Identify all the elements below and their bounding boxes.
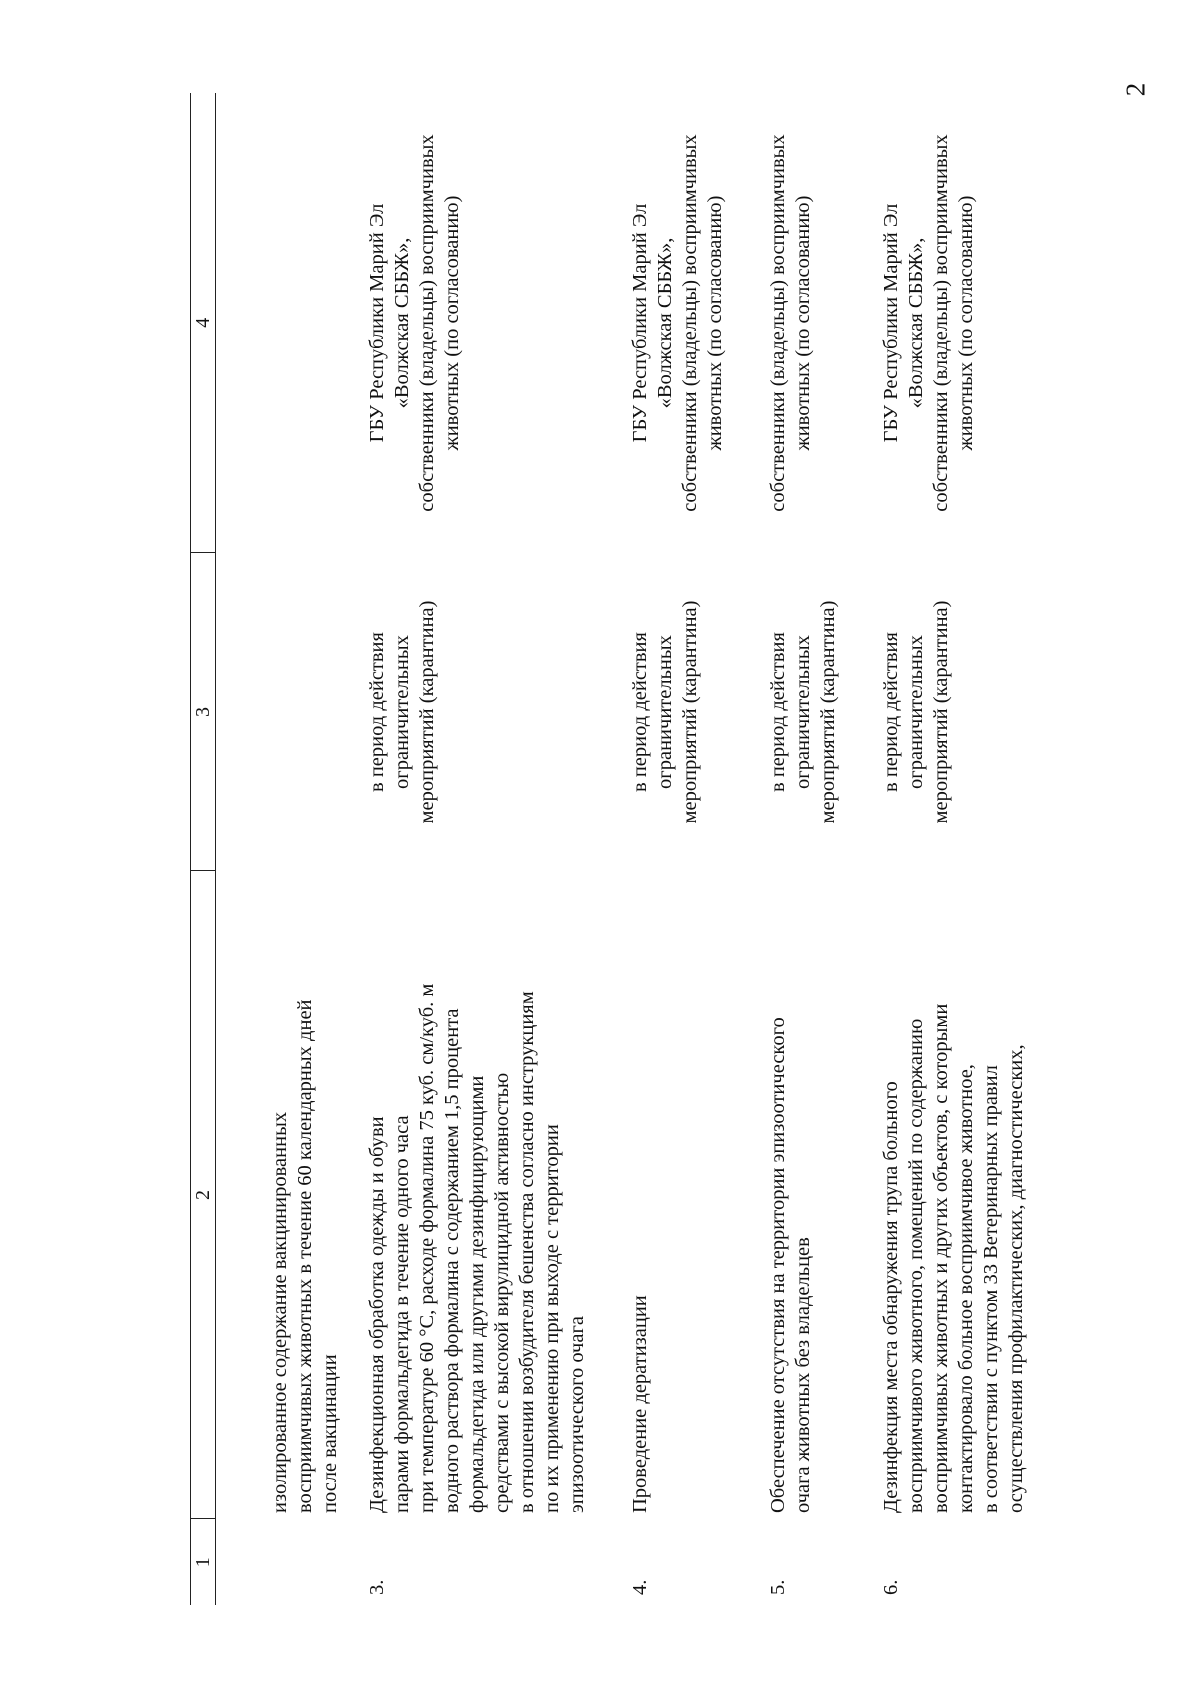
cell-text-line: после вакцинации bbox=[319, 1354, 342, 1513]
cell-text-line: по их применению при выходе с территории bbox=[541, 1124, 564, 1513]
responsible-cell bbox=[618, 93, 756, 553]
cell-text-line: животных (по согласованию) bbox=[704, 195, 727, 451]
cell-text-line: в соответствии с пунктом 33 Ветеринарных правил bbox=[980, 1065, 1003, 1513]
cell-text-line: ограничительных bbox=[654, 635, 677, 789]
row-number-cell: 3. bbox=[366, 1579, 389, 1595]
row-number-cell: 5. bbox=[767, 1579, 790, 1595]
cell-text-line: мероприятий (карантина) bbox=[679, 600, 702, 824]
cell-text-line: водного раствора формалина с содержанием 1,5 процента bbox=[441, 1008, 464, 1513]
cell-text-line: восприимчивых животных в течение 60 календарных дней bbox=[294, 999, 317, 1513]
cell-text-line: восприимчивого животного, помещений по содержанию bbox=[905, 1018, 928, 1513]
cell-text-line: восприимчивых животных и других объектов, с которыми bbox=[930, 1003, 953, 1513]
column-header-action: 2 bbox=[191, 871, 216, 1519]
cell-text-line: животных (по согласованию) bbox=[792, 195, 815, 451]
landscape-page bbox=[190, 93, 1028, 1605]
cell-text-line: очага животных без владельцев bbox=[792, 1237, 815, 1513]
cell-text-line: Дезинфекционная обработка одежды и обуви bbox=[366, 1116, 389, 1513]
cell-text-line: животных (по согласованию) bbox=[955, 195, 978, 451]
cell-text-line: мероприятий (карантина) bbox=[817, 600, 840, 824]
action-cell bbox=[756, 871, 869, 1519]
row-number-cell: 4. bbox=[629, 1579, 652, 1595]
column-header-number: 1 bbox=[191, 1519, 216, 1605]
table-header-row bbox=[191, 93, 216, 1605]
cell-text-line: ГБУ Республики Марий Эл bbox=[629, 203, 652, 443]
cell-text-line: в отношении возбудителя бешенства согласно инструкциям bbox=[516, 991, 539, 1513]
table-row bbox=[355, 93, 618, 1605]
column-header-period: 3 bbox=[191, 553, 216, 871]
responsible-cell bbox=[756, 93, 869, 553]
cell-text-line: ограничительных bbox=[391, 635, 414, 789]
cell-text-line: мероприятий (карантина) bbox=[416, 600, 439, 824]
responsible-cell bbox=[869, 93, 1057, 553]
table-row bbox=[216, 93, 356, 1605]
cell-text-line: ГБУ Республики Марий Эл bbox=[366, 203, 389, 443]
table-row bbox=[618, 93, 756, 1605]
cell-text-line: контактировало больное восприимчивое животное, bbox=[955, 1064, 978, 1513]
cell-text-line: эпизоотического очага bbox=[566, 1316, 589, 1513]
cell-text-line: Дезинфекция места обнаружения трупа больного bbox=[880, 1081, 903, 1513]
cell-text-line: «Волжская СББЖ», bbox=[391, 237, 414, 409]
cell-text-line: в период действия bbox=[767, 632, 790, 792]
cell-text-line: в период действия bbox=[629, 632, 652, 792]
responsible-cell bbox=[355, 93, 618, 553]
action-cell bbox=[618, 871, 756, 1519]
cell-text-line: «Волжская СББЖ», bbox=[905, 237, 928, 409]
column-header-responsible: 4 bbox=[191, 93, 216, 553]
cell-text-line: собственники (владельцы) восприимчивых bbox=[930, 134, 953, 512]
cell-text-line: изолированное содержание вакцинированных bbox=[269, 1111, 292, 1513]
period-cell bbox=[618, 553, 756, 871]
cell-text-line: собственники (владельцы) восприимчивых bbox=[416, 134, 439, 512]
cell-text-line: средствами с высокой вирулицидной активностью bbox=[491, 1072, 514, 1513]
cell-text-line: животных (по согласованию) bbox=[441, 195, 464, 451]
cell-text-line: ограничительных bbox=[792, 635, 815, 789]
cell-text-line: в период действия bbox=[366, 632, 389, 792]
row-number-cell bbox=[216, 1519, 356, 1605]
cell-text-line: формальдегида или другими дезинфицирующими bbox=[466, 1075, 489, 1513]
period-cell bbox=[756, 553, 869, 871]
cell-text-line: в период действия bbox=[880, 632, 903, 792]
cell-text-line: Обеспечение отсутствия на территории эпизоотического bbox=[767, 1017, 790, 1513]
cell-text-line: ГБУ Республики Марий Эл bbox=[880, 203, 903, 443]
cell-text-line: мероприятий (карантина) bbox=[930, 600, 953, 824]
cell-text-line: Проведение дератизации bbox=[629, 1295, 652, 1513]
cell-text-line: парами формальдегида в течение одного часа bbox=[391, 1115, 414, 1513]
cell-text-line: собственники (владельцы) восприимчивых bbox=[767, 134, 790, 512]
cell-text-line: осуществления профилактических, диагностических, bbox=[1005, 1044, 1028, 1513]
period-cell bbox=[355, 553, 618, 871]
period-cell bbox=[869, 553, 1057, 871]
measures-table bbox=[190, 93, 1057, 1605]
cell-text-line: ограничительных bbox=[905, 635, 928, 789]
cell-text-line: «Волжская СББЖ», bbox=[654, 237, 677, 409]
table-body bbox=[216, 93, 1058, 1605]
row-number-cell: 6. bbox=[880, 1579, 903, 1595]
action-cell bbox=[869, 871, 1057, 1519]
table-row bbox=[869, 93, 1057, 1605]
period-cell bbox=[216, 553, 356, 871]
action-cell bbox=[355, 871, 618, 1519]
cell-text-line: собственники (владельцы) восприимчивых bbox=[679, 134, 702, 512]
responsible-cell bbox=[216, 93, 356, 553]
page-number: 2 bbox=[1119, 82, 1150, 97]
cell-text-line: при температуре 60 °С, расходе формалина 75 куб. см/куб. м bbox=[416, 983, 439, 1513]
action-cell bbox=[216, 871, 356, 1519]
table-row bbox=[756, 93, 869, 1605]
